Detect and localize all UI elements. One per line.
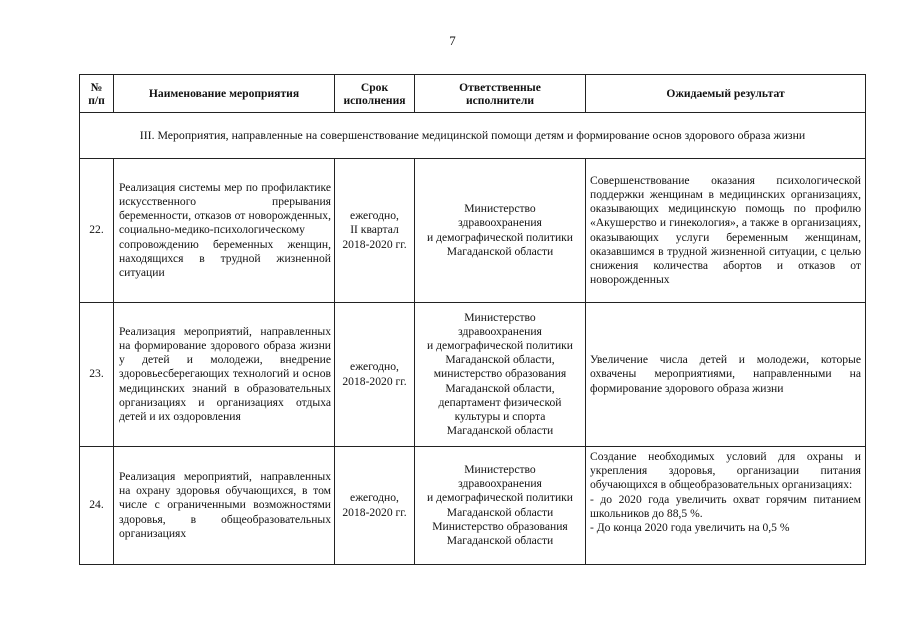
resp-line: здравоохранения (458, 477, 542, 491)
resp-line: департамент физической (438, 395, 562, 409)
row-name: Реализация мероприятий, направленных на формирование здорового образа жизни у детей и молодежи, внедрение здоровьесберегающих технологий и основ медицинских знаний в образовательных организациях и организациях отдыха детей и их оздоровления (114, 303, 335, 447)
page-number: 7 (449, 33, 456, 48)
term-line: 2018-2020 гг. (342, 505, 407, 519)
row-term (335, 303, 415, 447)
section-title: III. Мероприятия, направленные на совершенствование медицинской помощи детям и формирование основ здорового образа жизни (80, 113, 866, 159)
row-resp (415, 447, 586, 565)
row-resp (415, 159, 586, 303)
row-result: Увеличение числа детей и молодежи, которые охвачены мероприятиями, направленными на формирование здорового образа жизни (586, 303, 866, 447)
term-line: ежегодно, (350, 209, 399, 223)
resp-line: культуры и спорта (454, 410, 546, 423)
row-term (335, 159, 415, 303)
row-name: Реализация системы мер по профилактике искусственного прерывания беременности, отказов от новорожденных, социально-медико-психологическому сопровождению беременных женщин, находящихся в трудной жизненной ситуации (114, 159, 335, 303)
row-result (586, 447, 866, 565)
row-name: Реализация мероприятий, направленных на охрану здоровья обучающихся, в том числе с ограниченными возможностями здоровья, в общеобразовательных организациях (114, 447, 335, 565)
resp-line: Министерство (464, 202, 536, 216)
term-line: 2018-2020 гг. (342, 237, 407, 251)
resp-line: министерство образования (433, 367, 567, 381)
row-num: 22. (80, 159, 114, 303)
row-result: Совершенствование оказания психологической поддержки женщинам в медицинских организациях, оказывающих медицинскую помощь по профилю «Акушерство и гинекология», а также в организациях, оказывающих услуги беременным женщинам, оказавшимся в трудной жизненной ситуации, с целью снижения количества абортов и отказов от новорожденных (586, 159, 866, 303)
section-row (80, 113, 866, 159)
header-name: Наименование мероприятия (114, 75, 335, 113)
result-line: - До конца 2020 года увеличить на 0,5 % (590, 521, 790, 535)
result-line: Создание необходимых условий для охраны и укрепления здоровья, организации питания обучающихся в общеобразовательных организациях: (590, 450, 861, 492)
resp-line: здравоохранения (458, 216, 542, 230)
resp-line: Министерство образования (432, 519, 568, 533)
resp-line: здравоохранения (458, 324, 542, 338)
result-line: - до 2020 года увеличить охват горячим питанием школьников до 88,5 %. (590, 492, 861, 520)
header-term: Срок исполнения (335, 75, 415, 113)
header-num: № п/п (80, 75, 114, 113)
resp-line: Магаданской области (446, 244, 554, 258)
table-row (80, 303, 866, 447)
term-line: ежегодно, (350, 491, 399, 505)
table-row (80, 159, 866, 303)
resp-line: и демографической политики (427, 230, 573, 244)
row-term (335, 447, 415, 565)
row-num: 24. (80, 447, 114, 565)
resp-line: Магаданской области (446, 424, 554, 438)
resp-line: Магаданской области, (445, 381, 555, 395)
resp-line: и демографической политики (427, 338, 573, 352)
resp-line: Министерство (464, 462, 536, 476)
table-row (80, 447, 866, 565)
header-result: Ожидаемый результат (586, 75, 866, 113)
resp-line: Магаданской области (446, 533, 554, 547)
resp-line: Магаданской области (446, 505, 554, 519)
row-num: 23. (80, 303, 114, 447)
resp-line: Министерство (464, 310, 536, 324)
term-line: 2018-2020 гг. (342, 374, 407, 388)
header-resp: Ответственные исполнители (415, 75, 586, 113)
term-line: II квартал (350, 223, 399, 237)
header-row (80, 75, 866, 113)
row-resp (415, 303, 586, 447)
term-line: ежегодно, (350, 360, 399, 374)
resp-line: Магаданской области, (445, 353, 555, 367)
resp-line: и демографической политики (427, 491, 573, 505)
activities-table (79, 74, 866, 565)
